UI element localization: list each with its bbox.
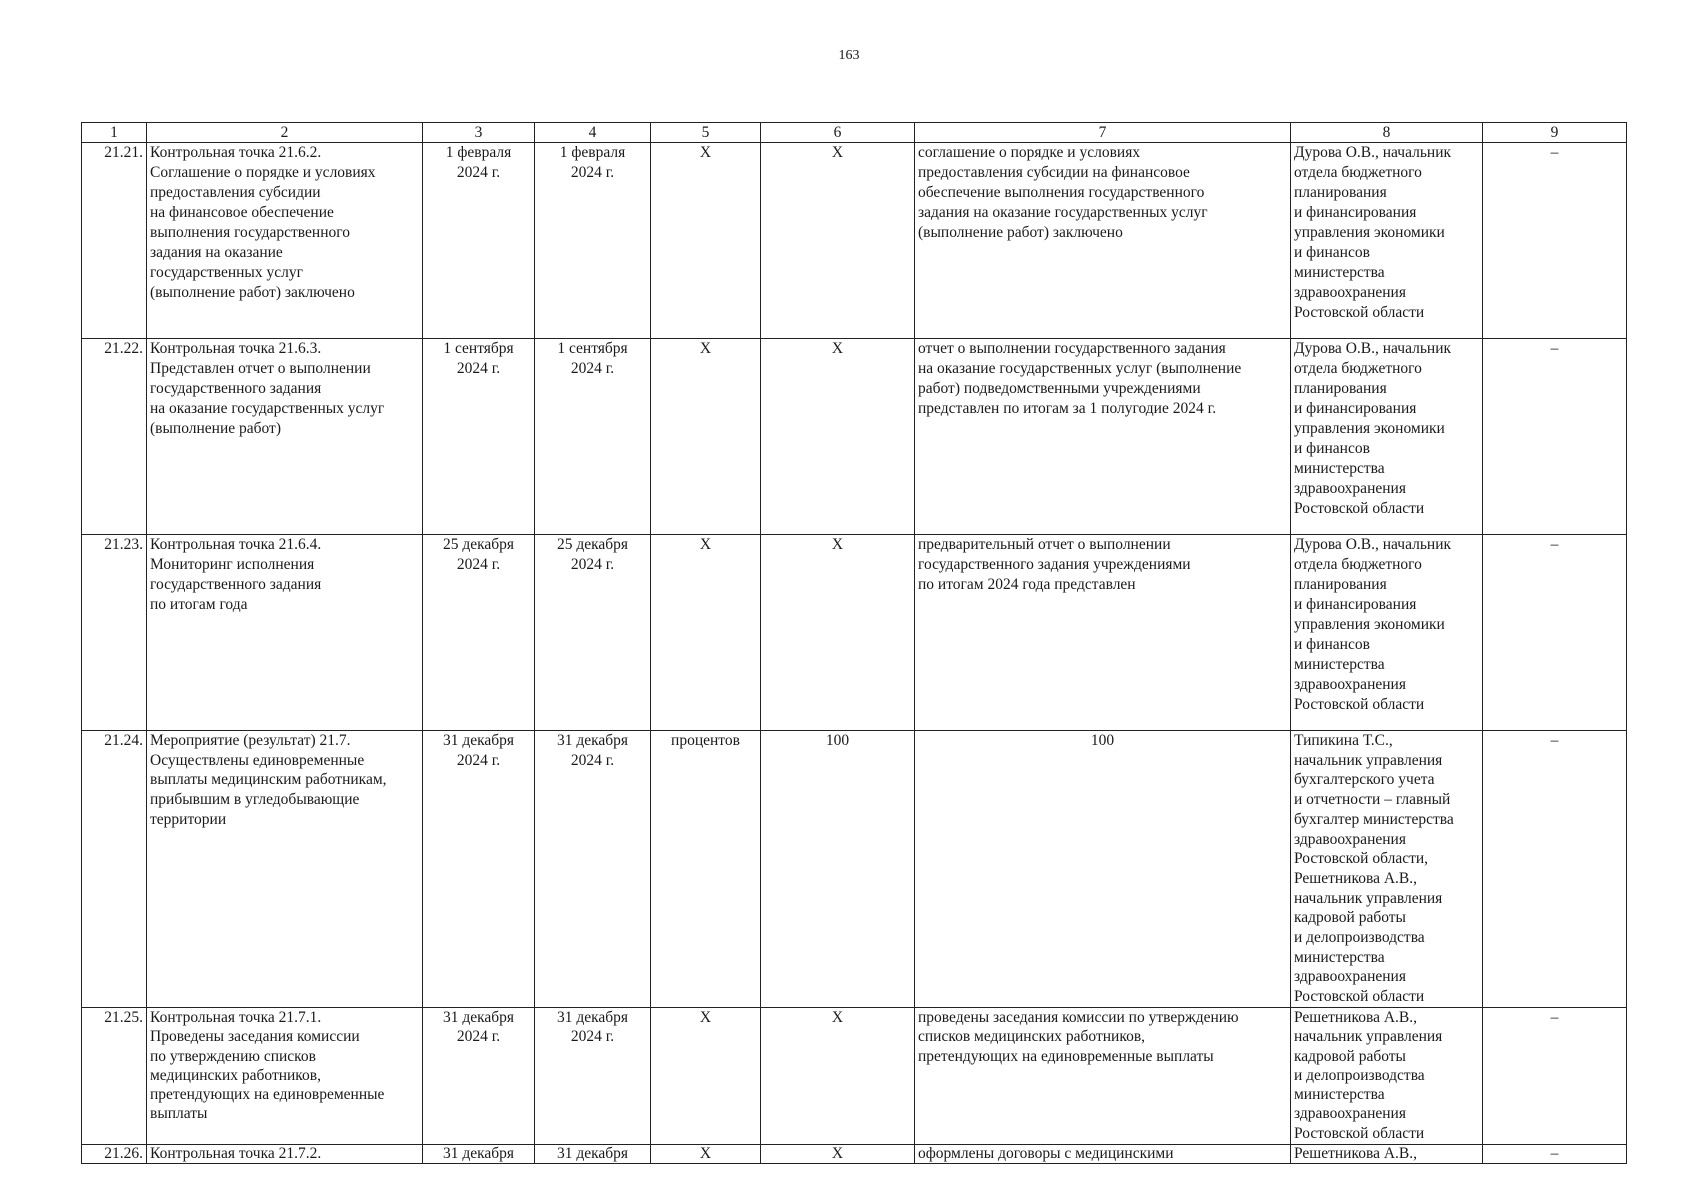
row-value: Х xyxy=(831,1145,844,1162)
column-header: 1 xyxy=(82,123,147,143)
row-unit: Х xyxy=(699,536,712,553)
row-end-date: 31 декабря xyxy=(556,1145,629,1162)
row-start-date: 31 декабря xyxy=(442,1145,515,1162)
row-name: Мероприятие (результат) 21.7. Осуществлены единовременные выплаты медицинским работникам, прибывшим в угледобывающие территории xyxy=(150,732,387,828)
row-value: Х xyxy=(831,1009,844,1026)
row-unit: Х xyxy=(699,144,712,161)
column-header: 9 xyxy=(1483,123,1627,143)
row-unit: Х xyxy=(699,1145,712,1162)
row-result: предварительный отчет о выполнении государственного задания учреждениями по итогам 2024 года представлен xyxy=(918,536,1191,593)
row-number: 21.26. xyxy=(104,1145,143,1162)
row-end-date: 31 декабря 2024 г. xyxy=(556,1009,629,1046)
row-result: отчет о выполнении государственного задания на оказание государственных услуг (выполнение работ) подведомственными учреждениями представлен по итогам за 1 полугодие 2024 г. xyxy=(918,340,1242,417)
row-end-date: 31 декабря 2024 г. xyxy=(556,732,629,769)
page-number: 163 xyxy=(838,48,860,63)
row-name: Контрольная точка 21.7.1. Проведены заседания комиссии по утверждению списков медицинских работников, претендующих на единовременные выплаты xyxy=(150,1009,385,1123)
column-header: 2 xyxy=(147,123,423,143)
row-responsible: Решетникова А.В., начальник управления кадровой работы и делопроизводства министерства здравоохранения Ростовской области xyxy=(1294,1009,1443,1142)
row-number: 21.21. xyxy=(104,144,143,161)
row-responsible: Типикина Т.С., начальник управления бухгалтерского учета и отчетности – главный бухгалтер министерства здравоохранения Ростовской области, Решетникова А.В., начальник управления кадровой работы и делопроизводства министерства здравоохранения Ростовской области xyxy=(1294,732,1454,1006)
table-row xyxy=(82,143,1627,339)
table-row xyxy=(82,731,1627,1008)
table-row xyxy=(82,1008,1627,1145)
row-unit: Х xyxy=(699,340,712,357)
row-start-date: 31 декабря 2024 г. xyxy=(442,732,515,769)
row-value: Х xyxy=(831,144,844,161)
table-row xyxy=(82,1145,1627,1164)
table-row xyxy=(82,339,1627,535)
row-unit: процентов xyxy=(671,732,740,749)
row-name: Контрольная точка 21.7.2. xyxy=(150,1145,322,1162)
row-result: проведены заседания комиссии по утверждению списков медицинских работников, претендующих на единовременные выплаты xyxy=(918,1009,1239,1065)
row-start-date: 1 февраля 2024 г. xyxy=(445,144,512,181)
row-responsible: Дурова О.В., начальник отдела бюджетного планирования и финансирования управления экономики и финансов министерства здравоохранения Ростовской области xyxy=(1294,144,1452,321)
row-result: 100 xyxy=(1090,732,1115,749)
row-name: Контрольная точка 21.6.4. Мониторинг исполнения государственного задания по итогам года xyxy=(150,536,322,613)
column-header: 3 xyxy=(423,123,535,143)
row-responsible: Дурова О.В., начальник отдела бюджетного планирования и финансирования управления экономики и финансов министерства здравоохранения Ростовской области xyxy=(1294,340,1452,517)
plan-table xyxy=(81,122,1627,1164)
row-responsible: Решетникова А.В., xyxy=(1294,1145,1417,1162)
row-value: Х xyxy=(831,340,844,357)
row-info: – xyxy=(1550,1145,1559,1162)
row-number: 21.25. xyxy=(104,1009,143,1026)
table-row xyxy=(82,535,1627,731)
row-name: Контрольная точка 21.6.2. Соглашение о порядке и условиях предоставления субсидии на финансовое обеспечение выполнения государственного задания на оказание государственных услуг (выполнение работ) заключено xyxy=(150,144,376,301)
row-start-date: 25 декабря 2024 г. xyxy=(442,536,515,573)
row-end-date: 1 февраля 2024 г. xyxy=(559,144,626,181)
row-value: Х xyxy=(831,536,844,553)
row-name: Контрольная точка 21.6.3. Представлен отчет о выполнении государственного задания на оказание государственных услуг (выполнение работ) xyxy=(150,340,385,437)
row-info: – xyxy=(1550,1009,1559,1026)
row-number: 21.24. xyxy=(104,732,143,749)
row-number: 21.22. xyxy=(104,340,143,357)
column-header: 6 xyxy=(761,123,915,143)
row-start-date: 31 декабря 2024 г. xyxy=(442,1009,515,1046)
row-number: 21.23. xyxy=(104,536,143,553)
column-header: 5 xyxy=(651,123,761,143)
row-end-date: 25 декабря 2024 г. xyxy=(556,536,629,573)
row-info: – xyxy=(1550,340,1559,357)
header-row xyxy=(82,123,1627,143)
column-header: 8 xyxy=(1291,123,1483,143)
row-unit: Х xyxy=(699,1009,712,1026)
row-info: – xyxy=(1550,732,1559,749)
row-start-date: 1 сентября 2024 г. xyxy=(443,340,514,377)
row-result: оформлены договоры с медицинскими xyxy=(918,1145,1174,1162)
column-header: 7 xyxy=(915,123,1291,143)
row-end-date: 1 сентября 2024 г. xyxy=(557,340,628,377)
row-result: соглашение о порядке и условиях предоставления субсидии на финансовое обеспечение выполнения государственного задания на оказание государственных услуг (выполнение работ) заключено xyxy=(918,144,1208,241)
row-value: 100 xyxy=(825,732,850,749)
row-responsible: Дурова О.В., начальник отдела бюджетного планирования и финансирования управления экономики и финансов министерства здравоохранения Ростовской области xyxy=(1294,536,1452,713)
row-info: – xyxy=(1550,536,1559,553)
row-info: – xyxy=(1550,144,1559,161)
column-header: 4 xyxy=(535,123,651,143)
